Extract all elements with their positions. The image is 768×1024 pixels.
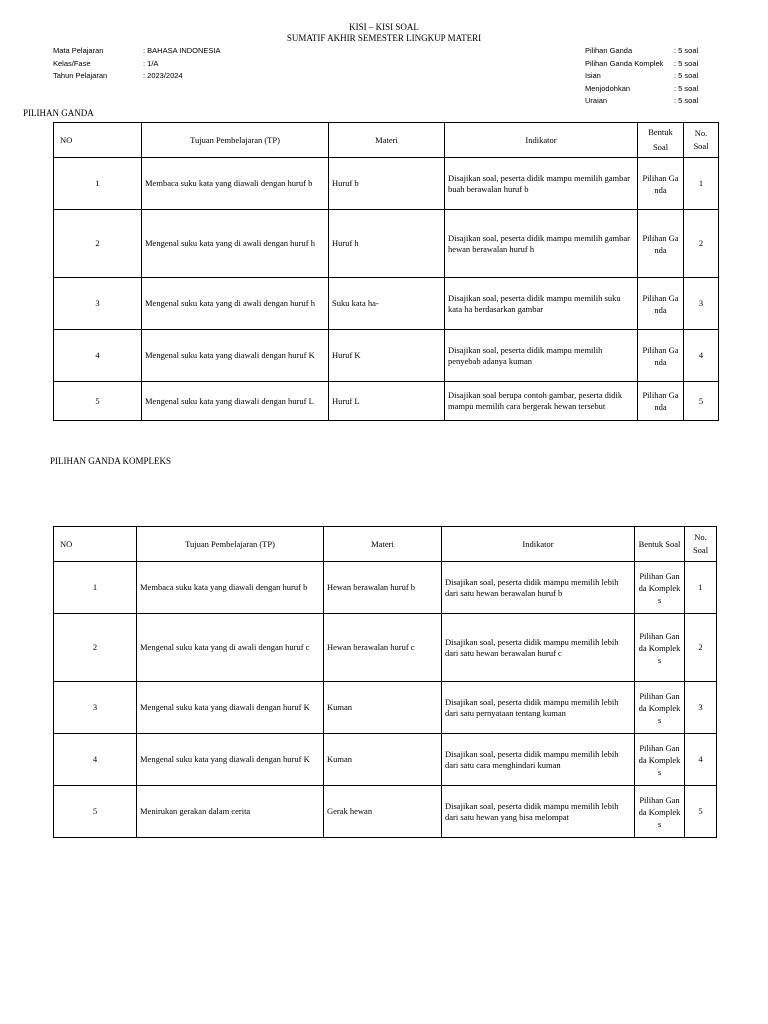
cell-no-soal: 4 <box>685 734 717 786</box>
meta-value: : 5 soal <box>674 46 699 55</box>
cell-no-soal: 5 <box>685 786 717 838</box>
cell-indikator: Disajikan soal, peserta didik mampu memilih penyebab adanya kuman <box>445 330 638 382</box>
meta-row <box>585 83 698 96</box>
table-row <box>54 786 717 838</box>
meta-label: Pilihan Ganda <box>585 46 633 55</box>
cell-bentuk: Pilihan Ganda Kompleks <box>635 562 685 614</box>
cell-no: 5 <box>54 786 137 838</box>
meta-value: : 5 soal <box>674 83 699 93</box>
title-line-1: KISI – KISI SOAL <box>349 22 419 32</box>
cell-no: 1 <box>54 562 137 614</box>
meta-label: Pilihan Ganda Komplek <box>585 58 664 68</box>
cell-materi: Kuman <box>324 734 442 786</box>
header-indikator: Indikator <box>445 123 638 158</box>
cell-materi: Huruf K <box>329 330 445 382</box>
cell-tp: Mengenal suku kata yang diawali dengan huruf L <box>142 382 329 421</box>
meta-label: Isian <box>585 71 601 80</box>
table-row <box>54 158 719 210</box>
document-title <box>0 22 768 44</box>
cell-tp: Membaca suku kata yang diawali dengan huruf b <box>142 158 329 210</box>
cell-indikator: Disajikan soal, peserta didik mampu memilih suku kata ha berdasarkan gambar <box>445 278 638 330</box>
cell-no-soal: 1 <box>685 562 717 614</box>
cell-no: 4 <box>54 734 137 786</box>
cell-indikator: Disajikan soal berupa contoh gambar, peserta didik mampu memilih cara bergerak hewan tersebut <box>445 382 638 421</box>
cell-bentuk: Pilihan Ganda Kompleks <box>635 682 685 734</box>
header-no: NO <box>54 527 137 562</box>
table-row <box>54 210 719 278</box>
meta-label: Menjodohkan <box>585 83 631 93</box>
header-bentuk-soal: Bentuk Soal <box>635 527 685 562</box>
header-tp: Tujuan Pembelajaran (TP) <box>137 527 324 562</box>
table-pilihan-ganda <box>53 122 719 421</box>
cell-tp: Menirukan gerakan dalam cerita <box>137 786 324 838</box>
header-no-soal: No. Soal <box>685 527 717 562</box>
meta-row <box>585 95 698 108</box>
cell-no-soal: 1 <box>684 158 719 210</box>
meta-row <box>585 58 698 71</box>
meta-row <box>53 45 221 58</box>
cell-materi: Suku kata ha- <box>329 278 445 330</box>
cell-materi: Huruf b <box>329 158 445 210</box>
table-row <box>54 278 719 330</box>
header-indikator: Indikator <box>442 527 635 562</box>
meta-row <box>53 70 221 83</box>
cell-indikator: Disajikan soal, peserta didik mampu memilih lebih dari satu pernyataan tentang kuman <box>442 682 635 734</box>
table-row <box>54 734 717 786</box>
cell-bentuk: Pilihan Ganda <box>638 330 684 382</box>
header-no-soal: No. Soal <box>684 123 719 158</box>
cell-bentuk: Pilihan Ganda Kompleks <box>635 614 685 682</box>
cell-tp: Mengenal suku kata yang diawali dengan huruf K <box>142 330 329 382</box>
cell-no: 2 <box>54 210 142 278</box>
meta-label: Uraian <box>585 96 608 105</box>
cell-tp: Mengenal suku kata yang diawali dengan huruf K <box>137 682 324 734</box>
cell-no-soal: 5 <box>684 382 719 421</box>
cell-no-soal: 3 <box>685 682 717 734</box>
table-row <box>54 682 717 734</box>
meta-label: Kelas/Fase <box>53 58 91 68</box>
section-title-pilihan-ganda-kompleks: PILIHAN GANDA KOMPLEKS <box>50 456 172 466</box>
meta-value: : BAHASA INDONESIA <box>143 46 221 55</box>
cell-bentuk: Pilihan Ganda Kompleks <box>635 786 685 838</box>
cell-indikator: Disajikan soal, peserta didik mampu memilih gambar hewan berawalan huruf h <box>445 210 638 278</box>
cell-bentuk: Pilihan Ganda Kompleks <box>635 734 685 786</box>
cell-materi: Huruf L <box>329 382 445 421</box>
cell-no: 3 <box>54 278 142 330</box>
table-row <box>54 562 717 614</box>
cell-materi: Huruf h <box>329 210 445 278</box>
cell-tp: Mengenal suku kata yang di awali dengan huruf h <box>142 278 329 330</box>
cell-no: 2 <box>54 614 137 682</box>
cell-materi: Kuman <box>324 682 442 734</box>
cell-indikator: Disajikan soal, peserta didik mampu memilih gambar buah berawalan huruf b <box>445 158 638 210</box>
table-pilihan-ganda-kompleks <box>53 526 717 838</box>
table-row <box>54 382 719 421</box>
cell-tp: Mengenal suku kata yang di awali dengan huruf c <box>137 614 324 682</box>
cell-no-soal: 2 <box>685 614 717 682</box>
meta-label: Mata Pelajaran <box>53 46 104 55</box>
meta-value: : 5 soal <box>674 71 699 80</box>
table-row <box>54 330 719 382</box>
cell-no: 4 <box>54 330 142 382</box>
cell-no-soal: 4 <box>684 330 719 382</box>
table-header-row <box>54 527 717 562</box>
meta-value: : 1/A <box>143 58 159 68</box>
cell-no: 5 <box>54 382 142 421</box>
cell-no: 1 <box>54 158 142 210</box>
cell-materi: Gerak hewan <box>324 786 442 838</box>
meta-value: : 2023/2024 <box>143 71 183 80</box>
cell-no-soal: 3 <box>684 278 719 330</box>
meta-value: : 5 soal <box>674 96 699 105</box>
cell-bentuk: Pilihan Ganda <box>638 158 684 210</box>
cell-tp: Mengenal suku kata yang diawali dengan huruf K <box>137 734 324 786</box>
cell-materi: Hewan berawalan huruf b <box>324 562 442 614</box>
cell-no-soal: 2 <box>684 210 719 278</box>
meta-row <box>53 58 221 71</box>
header-tp: Tujuan Pembelajaran (TP) <box>142 123 329 158</box>
cell-indikator: Disajikan soal, peserta didik mampu memilih lebih dari satu hewan berawalan huruf b <box>442 562 635 614</box>
table-header-row <box>54 123 719 158</box>
cell-bentuk: Pilihan Ganda <box>638 382 684 421</box>
cell-tp: Membaca suku kata yang diawali dengan huruf b <box>137 562 324 614</box>
cell-tp: Mengenal suku kata yang di awali dengan huruf h <box>142 210 329 278</box>
meta-label: Tahun Pelajaran <box>53 71 108 80</box>
cell-bentuk: Pilihan Ganda <box>638 278 684 330</box>
cell-indikator: Disajikan soal, peserta didik mampu memilih lebih dari satu cara menghindari kuman <box>442 734 635 786</box>
cell-indikator: Disajikan soal, peserta didik mampu memilih lebih dari satu hewan yang bisa melompat <box>442 786 635 838</box>
header-materi: Materi <box>324 527 442 562</box>
meta-row <box>585 70 698 83</box>
table-row <box>54 614 717 682</box>
meta-value: : 5 soal <box>674 58 699 68</box>
cell-bentuk: Pilihan Ganda <box>638 210 684 278</box>
meta-left <box>53 45 221 83</box>
title-line-2: SUMATIF AKHIR SEMESTER LINGKUP MATERI <box>286 33 482 43</box>
cell-no: 3 <box>54 682 137 734</box>
section-title-pilihan-ganda: PILIHAN GANDA <box>23 108 94 118</box>
cell-indikator: Disajikan soal, peserta didik mampu memilih lebih dari satu hewan berawalan huruf c <box>442 614 635 682</box>
header-materi: Materi <box>329 123 445 158</box>
cell-materi: Hewan berawalan huruf c <box>324 614 442 682</box>
header-no: NO <box>54 123 142 158</box>
meta-right <box>585 45 698 108</box>
meta-row <box>585 45 698 58</box>
header-bentuk-soal: Bentuk Soal <box>638 123 684 158</box>
